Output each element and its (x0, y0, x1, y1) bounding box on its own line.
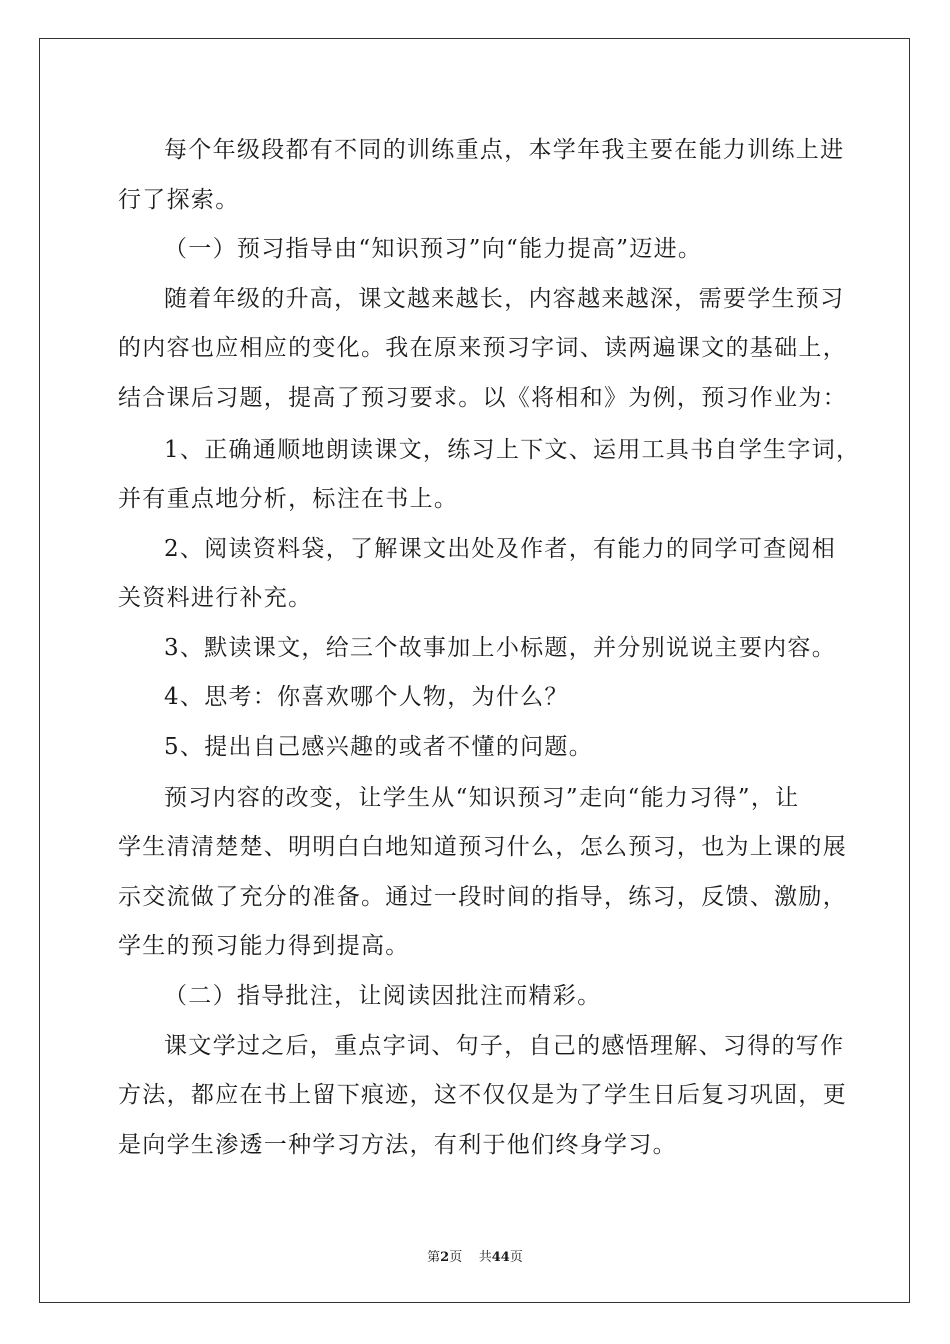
list-item-continuation: 并有重点地分析，标注在书上。 (118, 486, 459, 512)
paragraph-line: 示交流做了充分的准备。通过一段时间的指导，练习，反馈、激励， (118, 884, 847, 910)
list-item-continuation: 关资料进行补充。 (118, 585, 313, 611)
paragraph-line: 每个年级段都有不同的训练重点，本学年我主要在能力训练上进 (164, 137, 845, 163)
paragraph-line: 结合课后习题，提高了预习要求。以《将相和》为例，预习作业为： (118, 385, 847, 411)
total-unit: 页 (509, 1250, 523, 1265)
paragraph-line: 学生的预习能力得到提高。 (118, 933, 410, 959)
total-prefix: 共 (478, 1250, 492, 1265)
page-unit: 页 (449, 1250, 463, 1265)
list-item: 4、思考：你喜欢哪个人物，为什么？ (164, 684, 569, 710)
paragraph-line: 的内容也应相应的变化。我在原来预习字词、读两遍课文的基础上， (118, 335, 847, 361)
paragraph-line: 随着年级的升高，课文越来越长，内容越来越深，需要学生预习 (164, 286, 845, 312)
page-prefix: 第 (427, 1250, 441, 1265)
list-item: 3、默读课文，给三个故事加上小标题，并分别说说主要内容。 (164, 635, 837, 661)
list-item: 1、正确通顺地朗读课文，练习上下文、运用工具书自学生字词， (164, 437, 861, 463)
section-heading: （二）指导批注，让阅读因批注而精彩。 (164, 983, 602, 1009)
page-footer (0, 1246, 950, 1265)
paragraph-line: 预习内容的改变，让学生从“知识预习”走向“能力习得”，让 (164, 785, 800, 811)
page-number: 2 (440, 1250, 450, 1265)
section-heading: （一）预习指导由“知识预习”向“能力提高”迈进。 (164, 236, 703, 262)
paragraph-line: 方法，都应在书上留下痕迹，这不仅仅是为了学生日后复习巩固，更 (118, 1082, 847, 1108)
list-item: 2、阅读资料袋，了解课文出处及作者，有能力的同学可查阅相 (164, 536, 837, 562)
paragraph-line: 课文学过之后，重点字词、句子，自己的感悟理解、习得的写作 (164, 1033, 845, 1059)
paragraph-line: 行了探索。 (118, 187, 240, 213)
total-pages: 44 (491, 1250, 510, 1265)
page-border (39, 38, 910, 1303)
paragraph-line: 是向学生渗透一种学习方法，有利于他们终身学习。 (118, 1132, 677, 1158)
paragraph-line: 学生清清楚楚、明明白白地知道预习什么，怎么预习，也为上课的展 (118, 834, 847, 860)
list-item: 5、提出自己感兴趣的或者不懂的问题。 (164, 734, 594, 760)
